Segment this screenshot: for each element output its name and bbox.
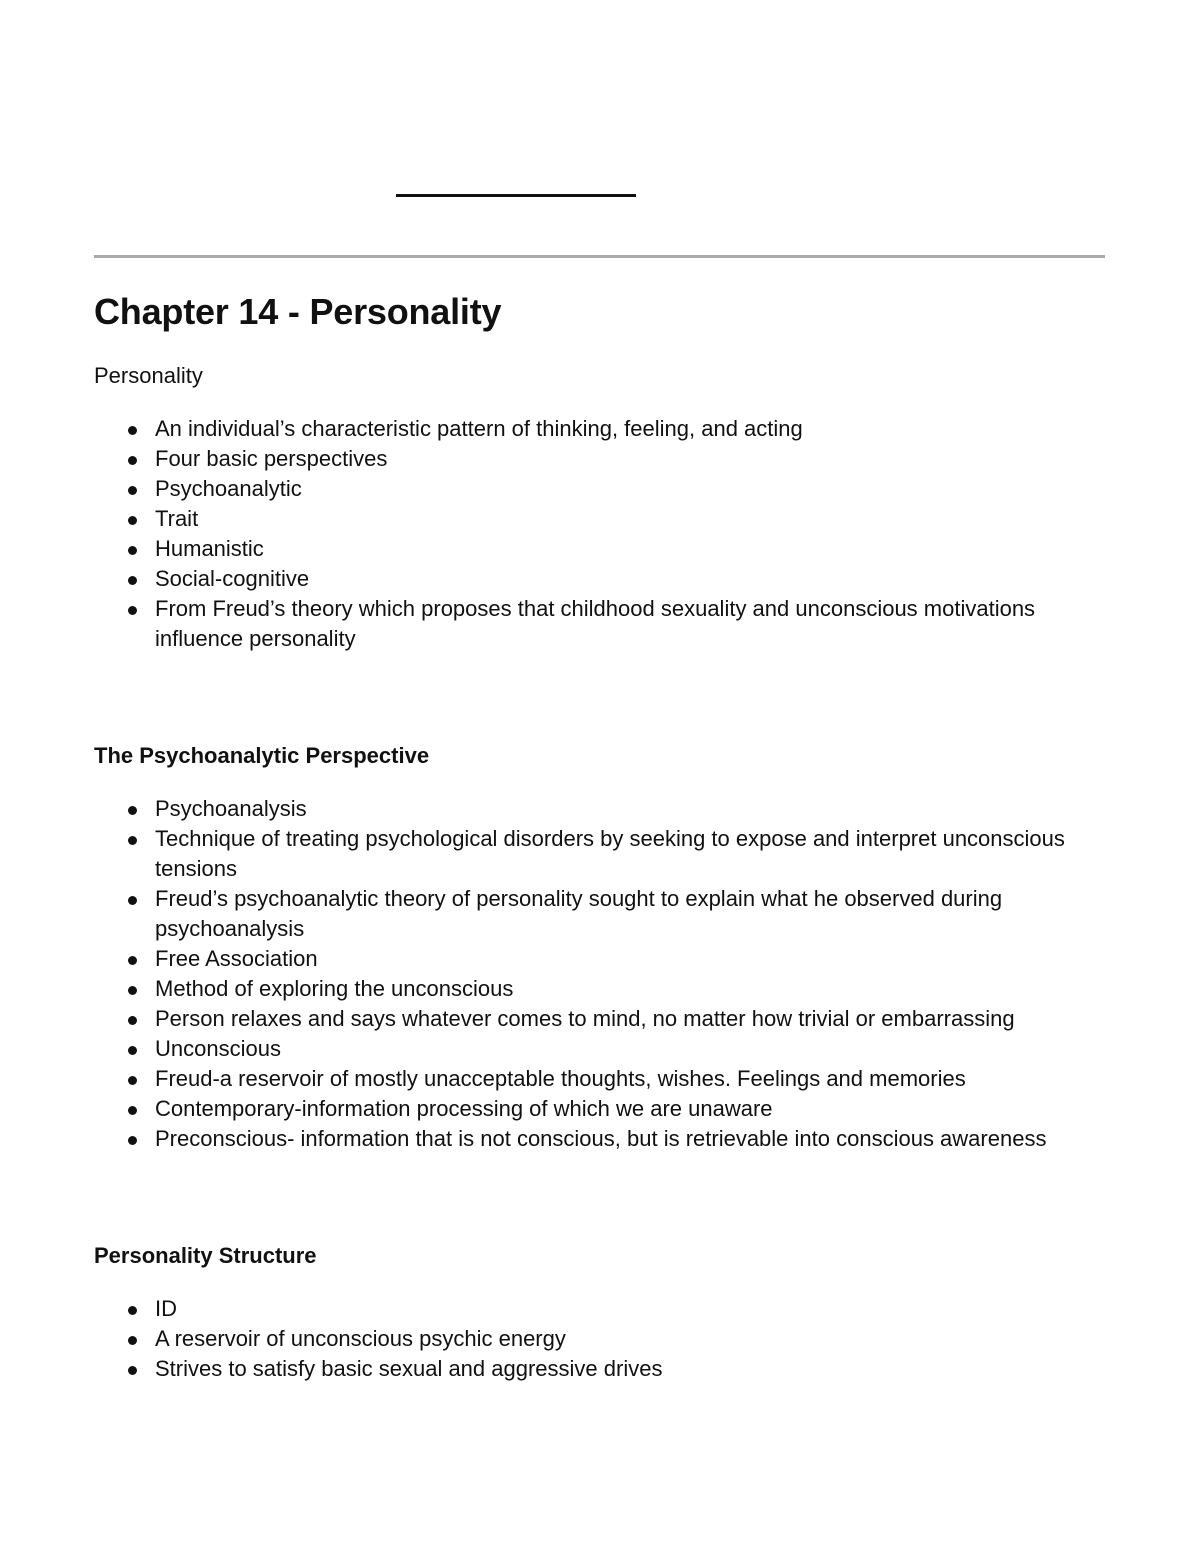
list-item: Technique of treating psychological disorders by seeking to expose and interpret unconscious tensions: [94, 824, 1114, 884]
list-item: Social-cognitive: [94, 564, 1114, 594]
horizontal-rule: [94, 255, 1105, 258]
intro-label: Personality: [94, 363, 203, 388]
list-item: ID: [94, 1294, 1114, 1324]
list-item: Free Association: [94, 944, 1114, 974]
list-item: Unconscious: [94, 1034, 1114, 1064]
page-title: Chapter 14 - Personality: [94, 291, 502, 332]
list-item: From Freud’s theory which proposes that childhood sexuality and unconscious motivations influence personality: [94, 594, 1114, 654]
intro-bullet-list: [94, 414, 1114, 654]
list-item: Freud’s psychoanalytic theory of personality sought to explain what he observed during psychoanalysis: [94, 884, 1114, 944]
document-body: [94, 290, 1114, 1384]
section-heading-personality-structure: Personality Structure: [94, 1243, 317, 1268]
list-item: Four basic perspectives: [94, 444, 1114, 474]
list-item: Preconscious- information that is not conscious, but is retrievable into conscious awareness: [94, 1124, 1114, 1154]
list-item: A reservoir of unconscious psychic energy: [94, 1324, 1114, 1354]
list-item: Method of exploring the unconscious: [94, 974, 1114, 1004]
list-item: Psychoanalysis: [94, 794, 1114, 824]
list-item: Person relaxes and says whatever comes to mind, no matter how trivial or embarrassing: [94, 1004, 1114, 1034]
personality-structure-bullet-list: [94, 1294, 1114, 1384]
list-item: An individual’s characteristic pattern of thinking, feeling, and acting: [94, 414, 1114, 444]
psychoanalytic-bullet-list: [94, 794, 1114, 1154]
section-heading-psychoanalytic-perspective: The Psychoanalytic Perspective: [94, 743, 430, 768]
list-item: Trait: [94, 504, 1114, 534]
list-item: Psychoanalytic: [94, 474, 1114, 504]
list-item: Humanistic: [94, 534, 1114, 564]
list-item: Strives to satisfy basic sexual and aggressive drives: [94, 1354, 1114, 1384]
header-blank-line: [396, 194, 636, 197]
list-item: Contemporary-information processing of which we are unaware: [94, 1094, 1114, 1124]
list-item: Freud-a reservoir of mostly unacceptable thoughts, wishes. Feelings and memories: [94, 1064, 1114, 1094]
